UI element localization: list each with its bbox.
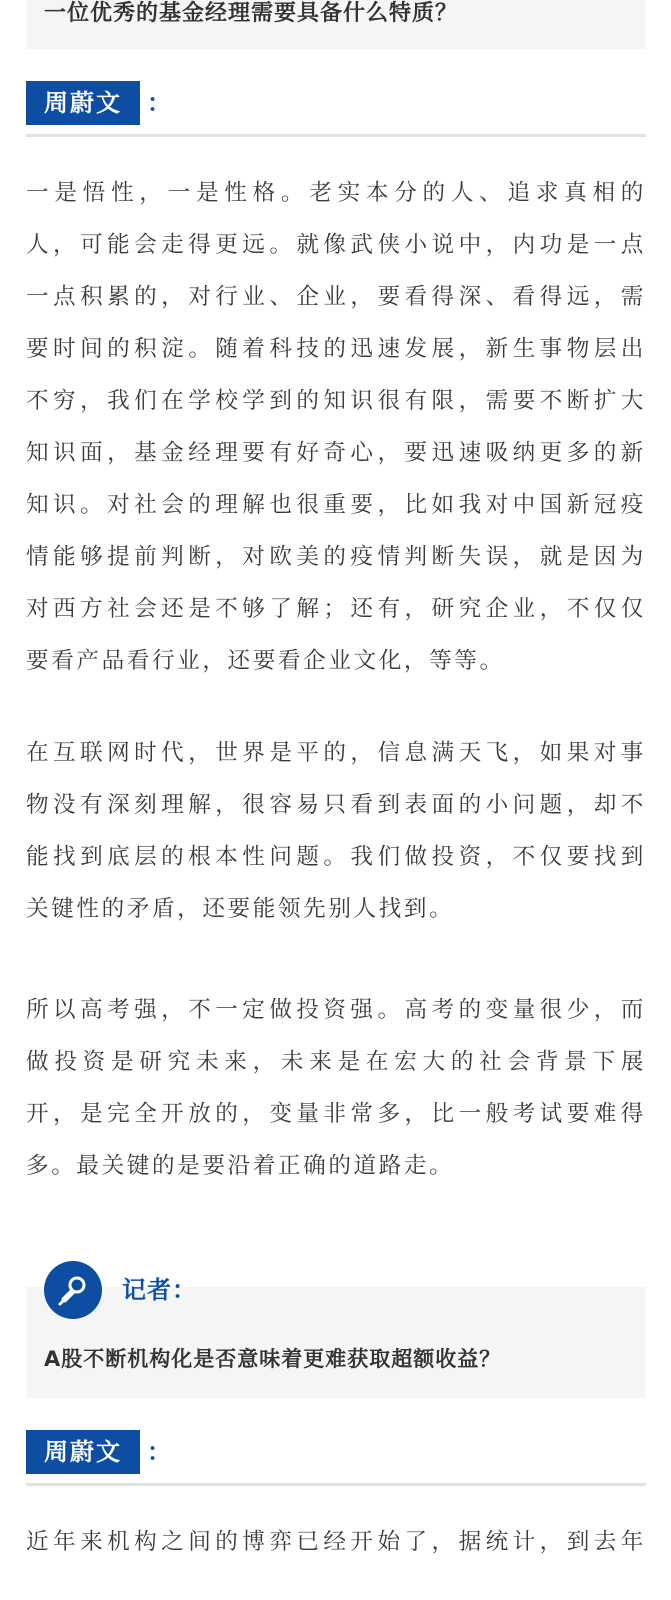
answer-paragraph: [26, 1516, 646, 1568]
microphone-icon: [44, 1261, 102, 1319]
speaker-name-tag: 周蔚文: [26, 81, 140, 125]
paragraph-line: 在互联网时代，世界是平的，信息满天飞，如果对事: [26, 740, 646, 766]
paragraph-line: 一点积累的，对行业、企业，要看得深、看得远，需: [26, 284, 646, 310]
speaker-colon: ：: [147, 89, 171, 117]
speaker-colon: ：: [147, 1438, 171, 1466]
question-box-top: [27, 0, 645, 49]
paragraph-line: 一是悟性，一是性格。老实本分的人、追求真相的: [26, 180, 646, 206]
paragraph-line: 知识面，基金经理要有好奇心，要迅速吸纳更多的新: [26, 440, 646, 466]
paragraph-line: 要时间的积淀。随着科技的迅速发展，新生事物层出: [26, 336, 646, 362]
paragraph-line: 情能够提前判断，对欧美的疫情判断失误，就是因为: [26, 544, 646, 570]
answer-paragraph: [26, 727, 646, 935]
paragraph-line: 人，可能会走得更远。就像武侠小说中，内功是一点: [26, 232, 646, 258]
reporter-question-box: [27, 1287, 645, 1398]
speaker-name-tag: 周蔚文: [26, 1430, 140, 1474]
speaker-header: [26, 81, 646, 125]
paragraph-line: 做投资是研究未来，未来是在宏大的社会背景下展: [26, 1049, 646, 1075]
reporter-label: 记者：: [122, 1276, 197, 1304]
answer-paragraph: [26, 167, 646, 687]
paragraph-line: 知识。对社会的理解也很重要，比如我对中国新冠疫: [26, 492, 646, 518]
paragraph-line: 能找到底层的根本性问题。我们做投资，不仅要找到: [26, 844, 646, 870]
section-divider: [26, 134, 646, 137]
answer-paragraph: [26, 984, 646, 1192]
paragraph-line: 关键性的矛盾，还要能领先别人找到。: [26, 896, 455, 922]
question-text: 一位优秀的基金经理需要具备什么特质？: [44, 1, 459, 26]
paragraph-line: 要看产品看行业，还要看企业文化，等等。: [26, 648, 505, 674]
section-divider: [26, 1483, 646, 1486]
paragraph-line: 所以高考强，不一定做投资强。高考的变量很少，而: [26, 997, 646, 1023]
paragraph-line: 不穷，我们在学校学到的知识很有限，需要不断扩大: [26, 388, 646, 414]
paragraph-line: 近年来机构之间的博弈已经开始了，据统计，到去年: [26, 1529, 646, 1555]
paragraph-line: 物没有深刻理解，很容易只看到表面的小问题，却不: [26, 792, 646, 818]
paragraph-line: 开，是完全开放的，变量非常多，比一般考试要难得: [26, 1101, 646, 1127]
speaker-header: [26, 1430, 646, 1474]
paragraph-line: 对西方社会还是不够了解；还有，研究企业，不仅仅: [26, 596, 646, 622]
paragraph-line: 多。最关键的是要沿着正确的道路走。: [26, 1153, 455, 1179]
reporter-question-text: A股不断机构化是否意味着更难获取超额收益？: [44, 1347, 502, 1371]
